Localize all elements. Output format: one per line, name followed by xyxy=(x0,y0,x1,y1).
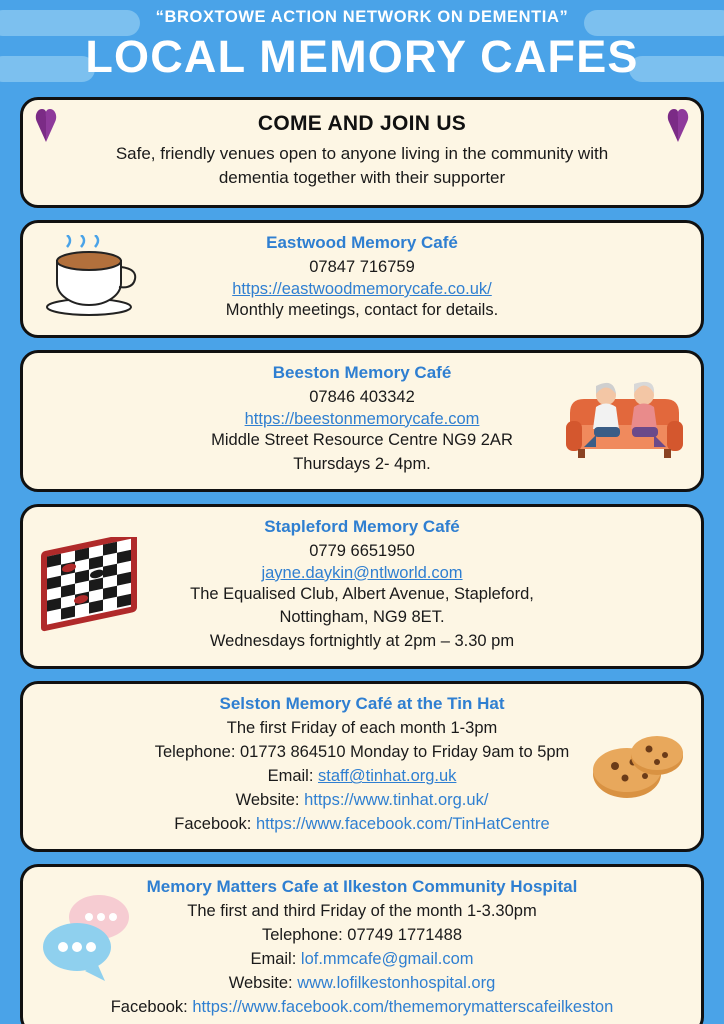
cafe-facebook-label: Facebook: xyxy=(110,997,193,1016)
cafe-card-selston xyxy=(20,681,704,852)
cafe-note: Monthly meetings, contact for details. xyxy=(225,300,499,319)
cafe-phone: 0779 6651950 xyxy=(309,541,415,560)
cafe-card-beeston xyxy=(20,350,704,492)
cafe-facebook-link[interactable]: https://www.facebook.com/thememorymatterscafeilkeston xyxy=(192,997,614,1016)
cafe-title: Eastwood Memory Café xyxy=(266,233,458,253)
awareness-ribbon-icon xyxy=(665,108,691,142)
intro-card xyxy=(20,97,704,208)
cafe-title: Beeston Memory Café xyxy=(272,362,452,382)
cafe-card-stapleford xyxy=(20,504,704,670)
poster-header xyxy=(20,0,704,83)
cafe-times: The first and third Friday of the month 1-3.30pm xyxy=(187,901,537,920)
cafe-times: The first Friday of each month 1-3pm xyxy=(226,719,498,738)
cafe-telephone: Telephone: 07749 1771488 xyxy=(261,925,463,944)
cafe-email-link[interactable]: jayne.daykin@ntlworld.com xyxy=(261,563,463,582)
cafe-title: Stapleford Memory Café xyxy=(264,516,460,536)
cafe-email-link[interactable]: staff@tinhat.org.uk xyxy=(318,767,457,786)
cafe-email-label: Email: xyxy=(250,949,301,968)
cafe-facebook-link[interactable]: https://www.facebook.com/TinHatCentre xyxy=(255,815,550,834)
intro-line-1: Safe, friendly venues open to anyone living in the community with xyxy=(115,143,609,163)
cafe-card-eastwood xyxy=(20,220,704,338)
cafe-facebook-label: Facebook: xyxy=(174,815,256,834)
cafe-website-link[interactable]: https://www.tinhat.org.uk/ xyxy=(304,791,489,810)
intro-line-2: dementia together with their supporter xyxy=(218,168,506,188)
cafe-title: Selston Memory Café at the Tin Hat xyxy=(219,694,505,714)
page-title: LOCAL MEMORY CAFES xyxy=(85,31,639,82)
cafe-title: Memory Matters Cafe at Ilkeston Community Hospital xyxy=(146,876,578,896)
awareness-ribbon-icon xyxy=(33,108,59,142)
cafe-website-label: Website: xyxy=(235,791,305,810)
cafe-website-link[interactable]: https://eastwoodmemorycafe.co.uk/ xyxy=(232,279,492,298)
cafe-times: Thursdays 2- 4pm. xyxy=(293,454,431,473)
cafe-email-label: Email: xyxy=(267,767,318,786)
cafe-email-link[interactable]: lof.mmcafe@gmail.com xyxy=(300,949,474,968)
organisation-subtitle: “BROXTOWE ACTION NETWORK ON DEMENTIA” xyxy=(155,8,569,26)
cafe-card-ilkeston xyxy=(20,864,704,1024)
intro-title: COME AND JOIN US xyxy=(257,111,467,135)
cafe-phone: 07846 403342 xyxy=(309,387,415,406)
cafe-times: Wednesdays fortnightly at 2pm – 3.30 pm xyxy=(209,632,515,651)
cafe-website-link[interactable]: https://beestonmemorycafe.com xyxy=(244,409,480,428)
cafe-phone: 07847 716759 xyxy=(309,258,415,277)
cafe-telephone: Telephone: 01773 864510 Monday to Friday 9am to 5pm xyxy=(154,743,570,762)
cafe-address: Middle Street Resource Centre NG9 2AR xyxy=(211,430,513,449)
cafe-address-line-1: The Equalised Club, Albert Avenue, Stapleford, xyxy=(190,584,534,603)
cafe-website-link[interactable]: www.lofilkestonhospital.org xyxy=(297,973,496,992)
cafe-website-label: Website: xyxy=(228,973,298,992)
cafe-address-line-2: Nottingham, NG9 8ET. xyxy=(279,608,445,627)
